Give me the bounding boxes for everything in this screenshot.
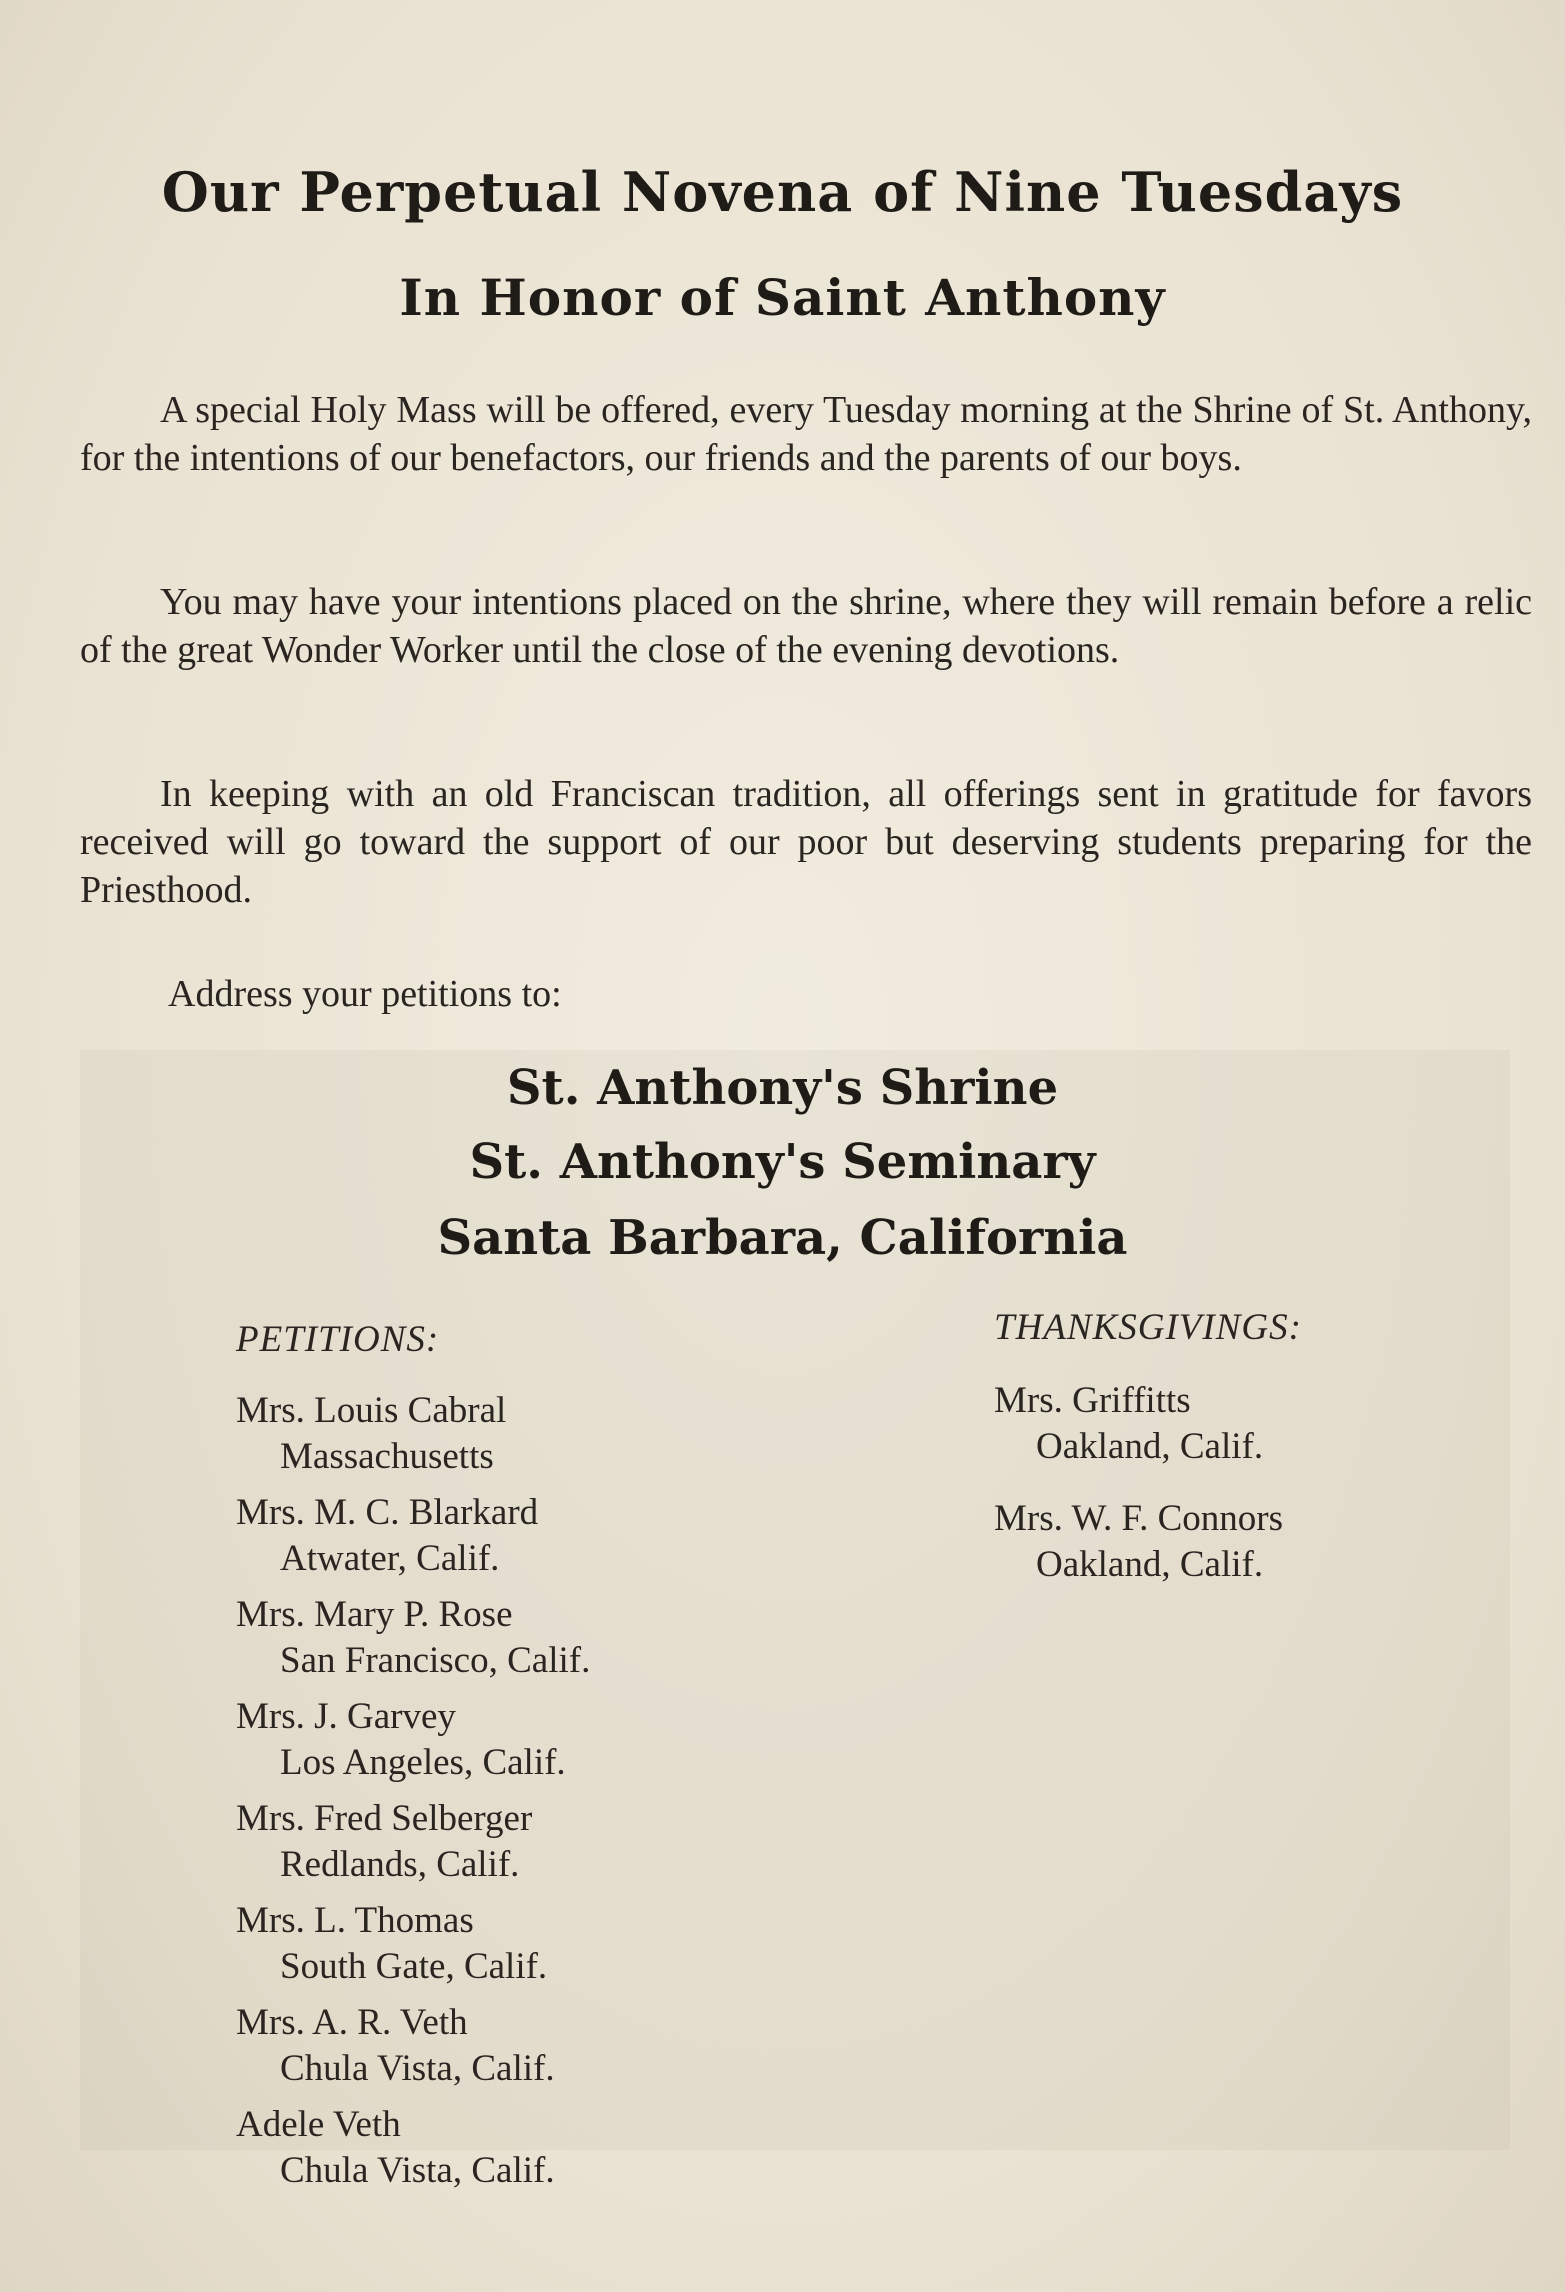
list-item [236,1490,590,1582]
petition-place: Massachusetts [280,1436,494,1477]
petition-name: Mrs. Mary P. Rose [236,1594,513,1635]
list-item [236,1796,590,1888]
thanksgiving-name: Mrs. W. F. Connors [994,1498,1283,1539]
list-item [236,1694,590,1786]
petition-name: Mrs. A. R. Veth [236,2002,468,2043]
petition-place: Chula Vista, Calif. [280,2150,555,2191]
petition-place: San Francisco, Calif. [280,1640,591,1681]
list-item [994,1496,1283,1588]
address-line-seminary: St. Anthony's Seminary [469,1134,1096,1190]
thanksgiving-place: Oakland, Calif. [1036,1544,1264,1585]
list-item [994,1378,1283,1470]
petition-name: Adele Veth [236,2104,401,2145]
address-intro: Address your petitions to: [168,973,562,1015]
petition-name: Mrs. L. Thomas [236,1900,474,1941]
petition-name: Mrs. M. C. Blarkard [236,1492,539,1533]
thanksgiving-place: Oakland, Calif. [1036,1426,1264,1467]
petition-name: Mrs. Fred Selberger [236,1798,533,1839]
list-item [236,1388,590,1480]
list-item [236,1592,590,1684]
thanksgivings-heading: THANKSGIVINGS: [994,1307,1302,1348]
paragraph-mass: A special Holy Mass will be offered, every Tuesday morning at the Shrine of St. Anthony, for the intentions of our benefactors, our friends and the parents of our boys. [80,389,1532,479]
page-subtitle: In Honor of Saint Anthony [399,268,1166,327]
page-title: Our Perpetual Novena of Nine Tuesdays [161,160,1404,224]
list-item [236,2000,590,2092]
address-line-city: Santa Barbara, California [437,1210,1128,1266]
thanksgiving-name: Mrs. Griffitts [994,1380,1191,1421]
list-item [236,2102,590,2194]
petition-place: Chula Vista, Calif. [280,2048,555,2089]
paragraph-offerings: In keeping with an old Franciscan tradition, all offerings sent in gratitude for favors received will go toward the support of our poor but deserving students preparing for the Priesthood. [80,773,1532,911]
petition-place: Atwater, Calif. [280,1538,500,1579]
thanksgivings-list [994,1378,1283,1614]
petition-place: South Gate, Calif. [280,1946,548,1987]
petition-place: Los Angeles, Calif. [280,1742,566,1783]
petition-name: Mrs. Louis Cabral [236,1390,507,1431]
petitions-list [236,1388,590,2204]
petition-name: Mrs. J. Garvey [236,1696,456,1737]
petitions-heading: PETITIONS: [236,1319,440,1360]
petition-place: Redlands, Calif. [280,1844,520,1885]
list-item [236,1898,590,1990]
paragraph-intentions: You may have your intentions placed on the shrine, where they will remain before a relic of the great Wonder Worker until the close of the evening devotions. [80,581,1532,671]
address-line-shrine: St. Anthony's Shrine [506,1060,1059,1116]
